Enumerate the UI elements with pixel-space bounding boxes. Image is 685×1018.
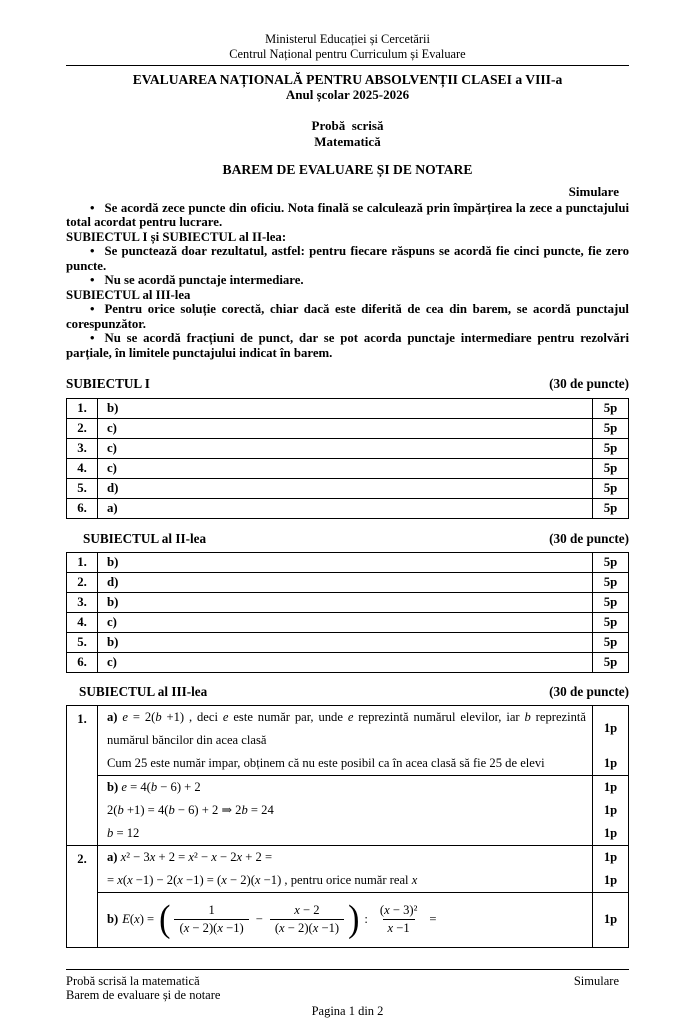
instruction-heading-s12: SUBIECTUL I și SUBIECTUL al II-lea: — [66, 230, 629, 245]
fraction: $\frac{x - 2}{(x - 2)(x -1)}$ — [270, 903, 344, 936]
fraction: $\frac{\text{(x − 3)²}}{x -1}$ — [375, 903, 422, 936]
instruction-bullet: • Se acordă zece puncte din oficiu. Nota finală se calculează prin împărțirea la zece a punctajului total acordat pentru lucrare. — [66, 201, 629, 230]
row-number: 3. — [67, 593, 98, 612]
section2-heading — [66, 532, 629, 547]
points-cell: 5p — [592, 479, 628, 498]
solution-line: Cum 25 este număr impar, obținem că nu este posibil ca în acea clasă să fie 25 de elevi 1p — [98, 752, 628, 775]
solution-line: a) e = 2(b +1) , deci e este număr par, unde e reprezintă numărul elevilor, iar b reprezintă numărul băncilor din acea clasă 1p — [98, 706, 628, 752]
table-row — [67, 499, 628, 518]
title-block — [66, 72, 629, 178]
letterhead — [66, 32, 629, 66]
row-number: 1. — [67, 399, 98, 418]
row-number: 6. — [67, 653, 98, 672]
footer-barem: Barem de evaluare și de notare — [66, 988, 629, 1003]
points-cell: 5p — [592, 459, 628, 478]
close-paren: ) — [348, 903, 359, 937]
solution-row-2 — [67, 845, 628, 947]
subject3-solutions-table — [66, 705, 629, 948]
answer-cell: a) — [98, 499, 592, 518]
ministry-line: Ministerul Educației și Cercetării — [66, 32, 629, 47]
answer-cell: b) — [98, 399, 592, 418]
points-cell: 5p — [592, 613, 628, 632]
row-number: 2. — [67, 419, 98, 438]
points-cell: 1p — [592, 752, 628, 775]
proba-label: Probă scrisă — [66, 118, 629, 133]
solution-line: = x(x −1) − 2(x −1) = (x − 2)(x −1) , pentru orice număr real x 1p — [98, 869, 628, 892]
table-row — [67, 479, 628, 499]
points-cell: 5p — [592, 593, 628, 612]
instructions — [66, 201, 629, 361]
instruction-bullet: • Nu se acordă punctaje intermediare. — [66, 273, 629, 288]
subject2-answer-table — [66, 552, 629, 673]
row-number: 4. — [67, 459, 98, 478]
table-row — [67, 553, 628, 573]
solution-block-2b — [98, 892, 628, 947]
instruction-bullet: • Se punctează doar rezultatul, astfel: pentru fiecare răspuns se acordă fie cinci puncte, fie zero puncte. — [66, 244, 629, 273]
points-cell: 5p — [592, 499, 628, 518]
bullet-icon: • — [90, 201, 94, 215]
table-row — [67, 399, 628, 419]
points-cell: 1p — [592, 822, 628, 845]
points-cell: 5p — [592, 633, 628, 652]
document-page — [66, 0, 629, 1018]
open-paren: ( — [159, 903, 170, 937]
footer-proba: Probă scrisă la matematică — [66, 974, 200, 989]
section2-title: SUBIECTUL al II-lea — [66, 532, 206, 547]
answer-cell: c) — [98, 653, 592, 672]
table-row — [67, 653, 628, 672]
fraction: $\frac{1}{(x - 2)(x -1)}$ — [174, 903, 248, 936]
page-number: Pagina 1 din 2 — [66, 1004, 629, 1018]
row-number: 5. — [67, 479, 98, 498]
table-row — [67, 419, 628, 439]
row-number: 4. — [67, 613, 98, 632]
solution-row-1 — [67, 706, 628, 845]
page-footer — [66, 969, 629, 1018]
table-row — [67, 573, 628, 593]
row-number: 3. — [67, 439, 98, 458]
answer-cell: d) — [98, 479, 592, 498]
solution-block-2a — [98, 846, 628, 892]
item-label: a) — [107, 850, 121, 864]
section1-title: SUBIECTUL I — [66, 377, 150, 392]
row-number: 1. — [67, 553, 98, 572]
section2-points: (30 de puncte) — [549, 532, 629, 547]
table-row — [67, 439, 628, 459]
bullet-icon: • — [90, 244, 94, 258]
instruction-heading-s3: SUBIECTUL al III-lea — [66, 288, 629, 303]
solution-line: 2(b +1) = 4(b − 6) + 2 ⇒ 2b = 24 1p — [98, 799, 628, 822]
solution-line — [98, 893, 628, 947]
exam-title: EVALUAREA NAȚIONALĂ PENTRU ABSOLVENȚII CLASEI a VIII-a — [66, 72, 629, 87]
solution-block-1b — [98, 775, 628, 845]
row-number: 2. — [67, 573, 98, 592]
points-cell: 5p — [592, 653, 628, 672]
points-cell: 1p — [592, 869, 628, 892]
answer-cell: b) — [98, 593, 592, 612]
section3-heading — [66, 685, 629, 700]
section1-heading — [66, 377, 629, 392]
table-row — [67, 633, 628, 653]
points-cell: 1p — [592, 846, 628, 869]
bullet-icon: • — [90, 273, 94, 287]
barem-title: BAREM DE EVALUARE ȘI DE NOTARE — [66, 162, 629, 178]
row-number: 1. — [67, 706, 98, 845]
solution-line: b = 12 1p — [98, 822, 628, 845]
item-label: a) — [107, 710, 122, 724]
section3-title: SUBIECTUL al III-lea — [66, 685, 207, 700]
solution-block-1a — [98, 706, 628, 775]
row-number: 2. — [67, 846, 98, 947]
school-year: Anul școlar 2025-2026 — [66, 87, 629, 102]
expression-formula: b) E(x) = ( $\frac{1}{(x - 2)(x -1)}$ − $\frac{x - 2}{(x - 2)(x -1)}$ ) : $\frac{\text{(x − 3)²}}{x -1}$ = — [107, 893, 586, 947]
row-number: 5. — [67, 633, 98, 652]
section3-points: (30 de puncte) — [549, 685, 629, 700]
footer-simulare: Simulare — [574, 974, 629, 989]
answer-cell: b) — [98, 553, 592, 572]
item-label: b) — [107, 912, 118, 927]
instruction-bullet: • Nu se acordă fracțiuni de punct, dar se pot acorda punctaje intermediare pentru rezolvări parțiale, în limitele punctajului indicat în barem. — [66, 331, 629, 360]
points-cell: 5p — [592, 399, 628, 418]
points-cell: 1p — [592, 706, 628, 752]
section1-points: (30 de puncte) — [549, 377, 629, 392]
points-cell: 1p — [592, 799, 628, 822]
answer-cell: c) — [98, 439, 592, 458]
points-cell: 1p — [592, 776, 628, 799]
answer-cell: c) — [98, 419, 592, 438]
answer-cell: b) — [98, 633, 592, 652]
bullet-icon: • — [90, 331, 94, 345]
points-cell: 5p — [592, 573, 628, 592]
row-number: 6. — [67, 499, 98, 518]
points-cell: 5p — [592, 419, 628, 438]
table-row — [67, 593, 628, 613]
answer-cell: c) — [98, 459, 592, 478]
points-cell: 5p — [592, 553, 628, 572]
solution-line: b) e = 4(b − 6) + 2 1p — [98, 776, 628, 799]
points-cell: 1p — [592, 893, 628, 947]
item-label: b) — [107, 780, 121, 794]
answer-cell: c) — [98, 613, 592, 632]
solution-line: a) x² − 3x + 2 = x² − x − 2x + 2 = 1p — [98, 846, 628, 869]
center-line: Centrul Național pentru Curriculum și Evaluare — [66, 47, 629, 62]
answer-cell: d) — [98, 573, 592, 592]
table-row — [67, 613, 628, 633]
instruction-bullet: • Pentru orice soluție corectă, chiar dacă este diferită de cea din barem, se acordă punctajul corespunzător. — [66, 302, 629, 331]
discipline-label: Matematică — [66, 134, 629, 149]
table-row — [67, 459, 628, 479]
simulare-label: Simulare — [66, 185, 629, 200]
subject1-answer-table — [66, 398, 629, 519]
points-cell: 5p — [592, 439, 628, 458]
bullet-icon: • — [90, 302, 94, 316]
